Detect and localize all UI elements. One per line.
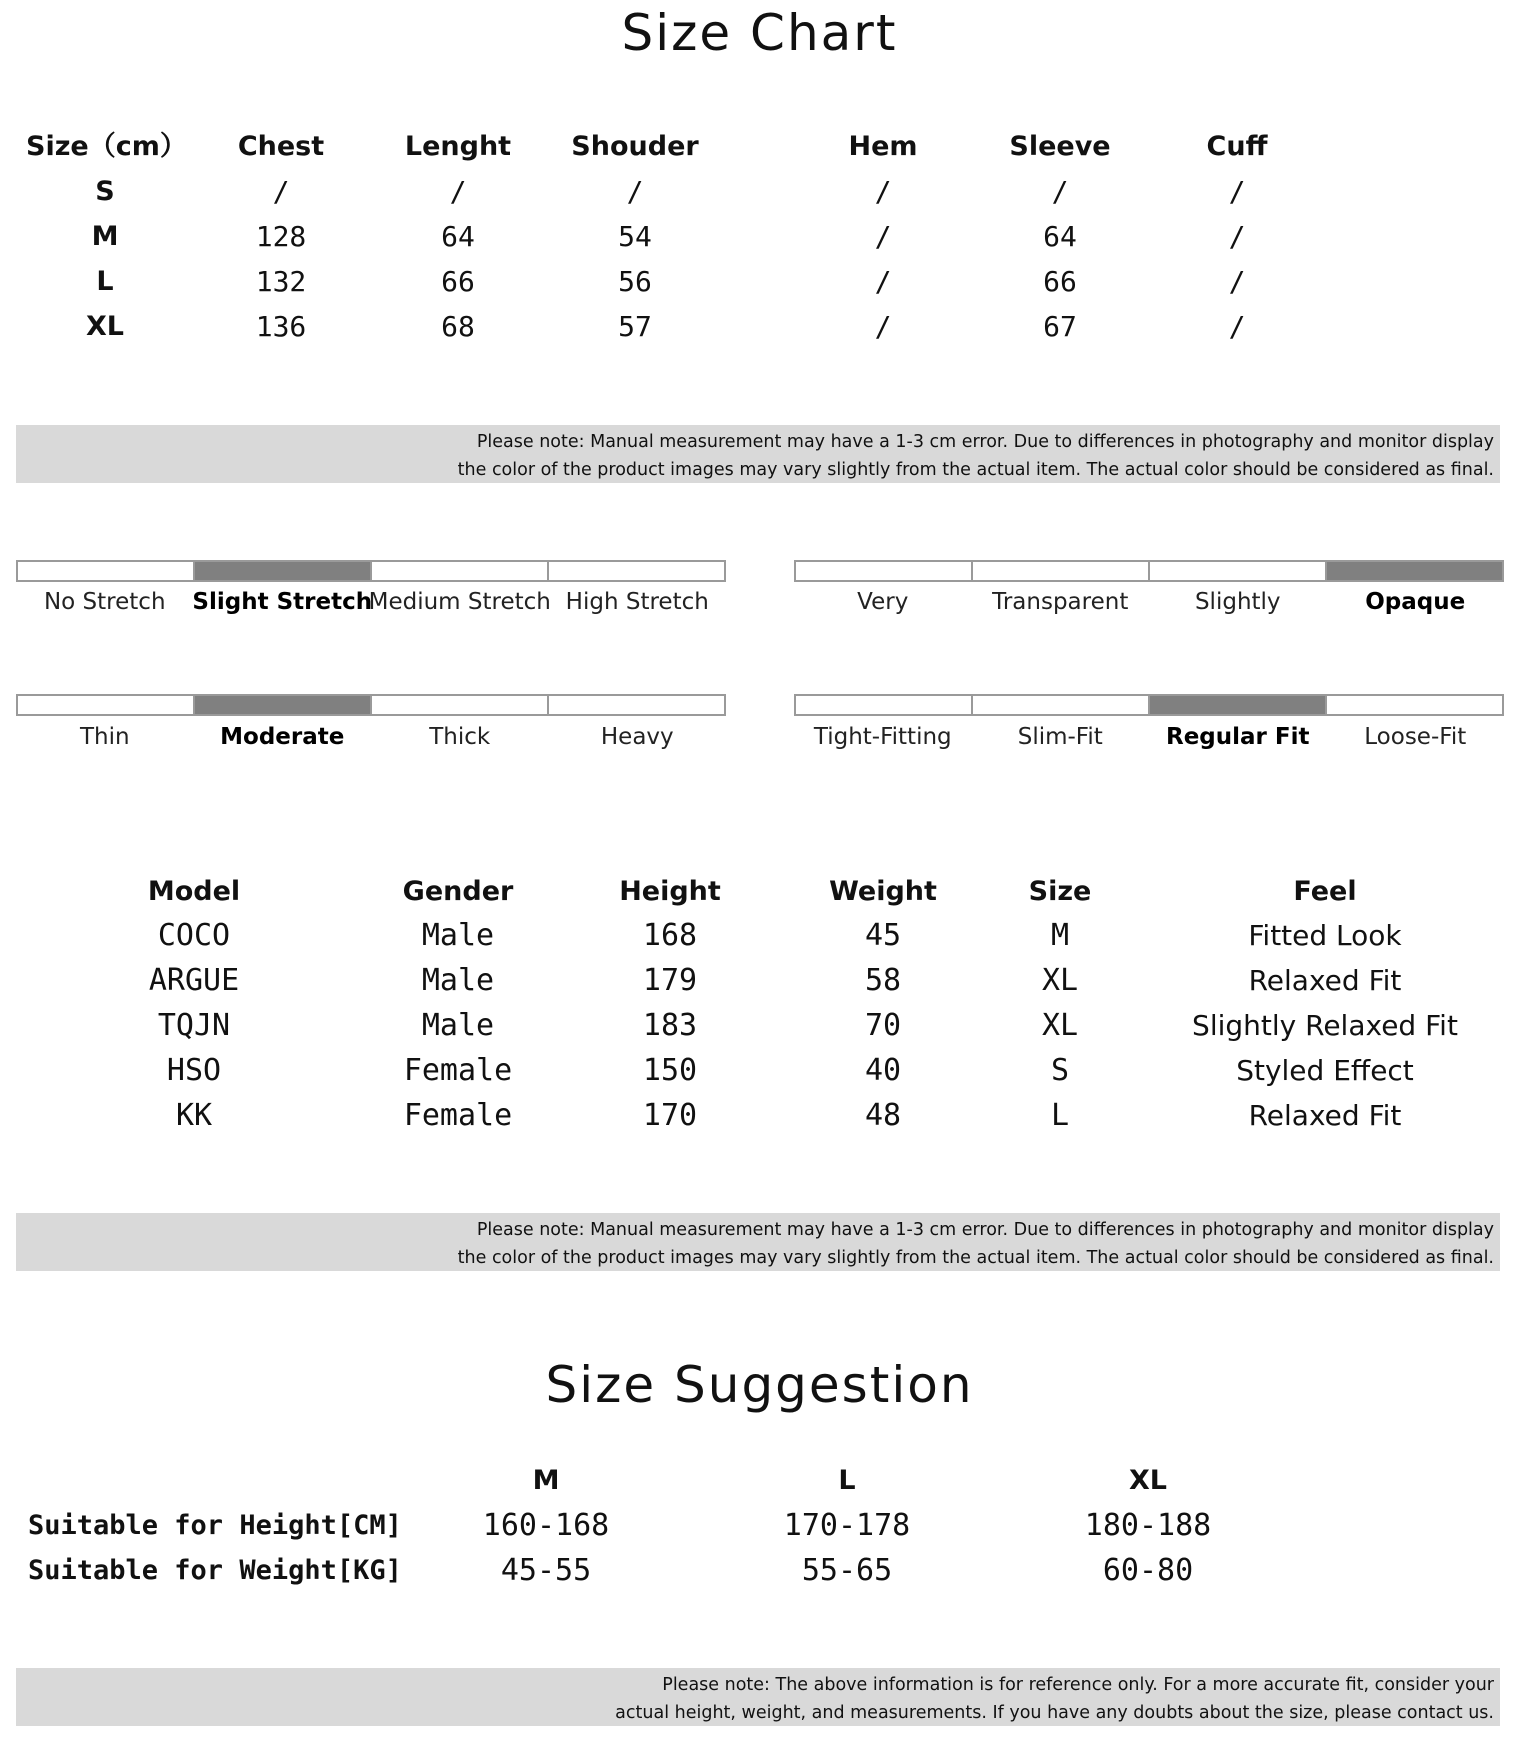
scale-label: Moderate bbox=[220, 724, 345, 750]
size-chart-header: Hem bbox=[848, 131, 918, 162]
size-value: / bbox=[626, 175, 644, 208]
size-suggestion-title: Size Suggestion bbox=[545, 1356, 974, 1414]
scale-segment-selected bbox=[195, 562, 372, 580]
scale-label: Slight Stretch bbox=[192, 589, 373, 615]
model-cell: 70 bbox=[864, 1008, 902, 1043]
model-cell: Relaxed Fit bbox=[1248, 964, 1402, 997]
scale-label: No Stretch bbox=[43, 589, 166, 615]
note-line: the color of the product images may vary slightly from the actual item. The actual color should be considered as final. bbox=[457, 460, 1494, 480]
size-chart-header: Chest bbox=[237, 131, 325, 162]
scale-label: High Stretch bbox=[565, 589, 709, 615]
note-line: Please note: Manual measurement may have a 1-3 cm error. Due to differences in photography and monitor display bbox=[476, 432, 1494, 452]
model-cell: 170 bbox=[642, 1098, 698, 1133]
model-table-header: Gender bbox=[402, 876, 514, 907]
size-value: / bbox=[874, 265, 892, 298]
size-value: 64 bbox=[1043, 220, 1077, 253]
scale-segment bbox=[372, 696, 549, 714]
size-label: L bbox=[96, 266, 114, 297]
suggestion-size-header: L bbox=[838, 1465, 856, 1496]
suggestion-value: 170-178 bbox=[783, 1508, 911, 1543]
suggestion-value: 60-80 bbox=[1102, 1553, 1194, 1588]
size-value: / bbox=[272, 175, 290, 208]
scale-segment bbox=[973, 562, 1150, 580]
model-cell: S bbox=[1050, 1053, 1070, 1088]
model-table-header: Model bbox=[147, 876, 241, 907]
model-table-header: Height bbox=[619, 876, 721, 907]
size-label: XL bbox=[85, 311, 125, 342]
size-chart-header: Lenght bbox=[404, 131, 512, 162]
model-cell: HSO bbox=[166, 1053, 222, 1088]
size-chart-header: Sleeve bbox=[1009, 131, 1111, 162]
model-cell: KK bbox=[175, 1098, 213, 1133]
scale-label: Thin bbox=[79, 724, 130, 750]
model-cell: Slightly Relaxed Fit bbox=[1192, 1009, 1458, 1042]
model-cell: 179 bbox=[642, 963, 698, 998]
size-value: 136 bbox=[255, 310, 307, 343]
size-value: 54 bbox=[618, 220, 652, 253]
suggestion-size-header: M bbox=[532, 1465, 560, 1496]
scale-segment bbox=[18, 562, 195, 580]
model-cell: Relaxed Fit bbox=[1248, 1099, 1402, 1132]
scale-label: Transparent bbox=[992, 589, 1129, 615]
measurement-note bbox=[16, 425, 1500, 483]
scale-label: Slightly bbox=[1194, 589, 1281, 615]
model-cell: Male bbox=[421, 1008, 495, 1043]
scale-segment bbox=[1150, 562, 1327, 580]
size-chart-title: Size Chart bbox=[621, 4, 898, 62]
scale-bar bbox=[794, 694, 1504, 716]
model-cell: XL bbox=[1041, 963, 1079, 998]
note-line: actual height, weight, and measurements. If you have any doubts about the size, please contact us. bbox=[615, 1703, 1494, 1723]
model-cell: Male bbox=[421, 918, 495, 953]
size-label: M bbox=[91, 221, 119, 252]
model-cell: 45 bbox=[864, 918, 902, 953]
size-value: 132 bbox=[255, 265, 307, 298]
model-cell: Female bbox=[403, 1098, 513, 1133]
model-cell: Male bbox=[421, 963, 495, 998]
model-cell: Female bbox=[403, 1053, 513, 1088]
size-value: 56 bbox=[618, 265, 652, 298]
suggestion-row-label: Suitable for Height[CM] bbox=[28, 1510, 402, 1541]
scale-segment bbox=[549, 562, 724, 580]
scale-label: Heavy bbox=[600, 724, 674, 750]
model-cell: M bbox=[1050, 918, 1070, 953]
model-cell: Styled Effect bbox=[1236, 1054, 1414, 1087]
model-cell: 183 bbox=[642, 1008, 698, 1043]
model-table-header: Size bbox=[1028, 876, 1092, 907]
size-value: 64 bbox=[441, 220, 475, 253]
model-cell: XL bbox=[1041, 1008, 1079, 1043]
model-cell: ARGUE bbox=[148, 963, 240, 998]
size-value: / bbox=[874, 310, 892, 343]
size-chart-header: Cuff bbox=[1206, 131, 1268, 162]
size-value: / bbox=[449, 175, 467, 208]
model-cell: 48 bbox=[864, 1098, 902, 1133]
scale-label: Tight-Fitting bbox=[813, 724, 952, 750]
size-value: / bbox=[874, 220, 892, 253]
size-value: 67 bbox=[1043, 310, 1077, 343]
scale-segment-selected bbox=[1327, 562, 1502, 580]
size-value: / bbox=[1228, 310, 1246, 343]
model-cell: COCO bbox=[157, 918, 231, 953]
note-line: the color of the product images may vary slightly from the actual item. The actual color should be considered as final. bbox=[457, 1248, 1494, 1268]
size-value: / bbox=[1228, 220, 1246, 253]
model-table-header: Feel bbox=[1293, 876, 1357, 907]
scale-label: Thick bbox=[429, 724, 491, 750]
scale-segment bbox=[18, 696, 195, 714]
measurement-note bbox=[16, 1213, 1500, 1271]
size-value: 66 bbox=[441, 265, 475, 298]
scale-bar bbox=[16, 694, 726, 716]
scale-segment bbox=[1327, 696, 1502, 714]
scale-segment bbox=[796, 696, 973, 714]
suggestion-value: 45-55 bbox=[500, 1553, 592, 1588]
model-cell: 40 bbox=[864, 1053, 902, 1088]
model-cell: 168 bbox=[642, 918, 698, 953]
scale-label: Regular Fit bbox=[1166, 724, 1310, 750]
model-cell: Fitted Look bbox=[1248, 919, 1402, 952]
model-table-header: Weight bbox=[829, 876, 937, 907]
size-label: S bbox=[95, 176, 115, 207]
size-value: 57 bbox=[618, 310, 652, 343]
size-value: / bbox=[874, 175, 892, 208]
suggestion-value: 180-188 bbox=[1084, 1508, 1212, 1543]
scale-bar bbox=[794, 560, 1504, 582]
scale-bar bbox=[16, 560, 726, 582]
size-chart-header: Shouder bbox=[571, 131, 699, 162]
suggestion-size-header: XL bbox=[1128, 1465, 1168, 1496]
suggestion-value: 55-65 bbox=[801, 1553, 893, 1588]
note-line: Please note: The above information is for reference only. For a more accurate fit, consider your bbox=[662, 1675, 1494, 1695]
scale-segment-selected bbox=[195, 696, 372, 714]
scale-segment bbox=[796, 562, 973, 580]
model-cell: 58 bbox=[864, 963, 902, 998]
note-line: Please note: Manual measurement may have a 1-3 cm error. Due to differences in photography and monitor display bbox=[476, 1220, 1494, 1240]
size-chart-header: Size（cm） bbox=[26, 131, 187, 162]
suggestion-row-label: Suitable for Weight[KG] bbox=[28, 1555, 402, 1586]
scale-segment bbox=[973, 696, 1150, 714]
reference-note bbox=[16, 1668, 1500, 1726]
model-cell: TQJN bbox=[157, 1008, 231, 1043]
size-value: 128 bbox=[255, 220, 307, 253]
size-value: 66 bbox=[1043, 265, 1077, 298]
scale-segment-selected bbox=[1150, 696, 1327, 714]
size-value: / bbox=[1051, 175, 1069, 208]
scale-label: Very bbox=[857, 589, 909, 615]
suggestion-value: 160-168 bbox=[482, 1508, 610, 1543]
size-value: 68 bbox=[441, 310, 475, 343]
scale-segment bbox=[549, 696, 724, 714]
size-value: / bbox=[1228, 265, 1246, 298]
scale-segment bbox=[372, 562, 549, 580]
model-cell: 150 bbox=[642, 1053, 698, 1088]
size-value: / bbox=[1228, 175, 1246, 208]
scale-label: Medium Stretch bbox=[368, 589, 551, 615]
model-cell: L bbox=[1050, 1098, 1070, 1133]
scale-label: Opaque bbox=[1365, 589, 1466, 615]
scale-label: Slim-Fit bbox=[1017, 724, 1103, 750]
scale-label: Loose-Fit bbox=[1364, 724, 1467, 750]
